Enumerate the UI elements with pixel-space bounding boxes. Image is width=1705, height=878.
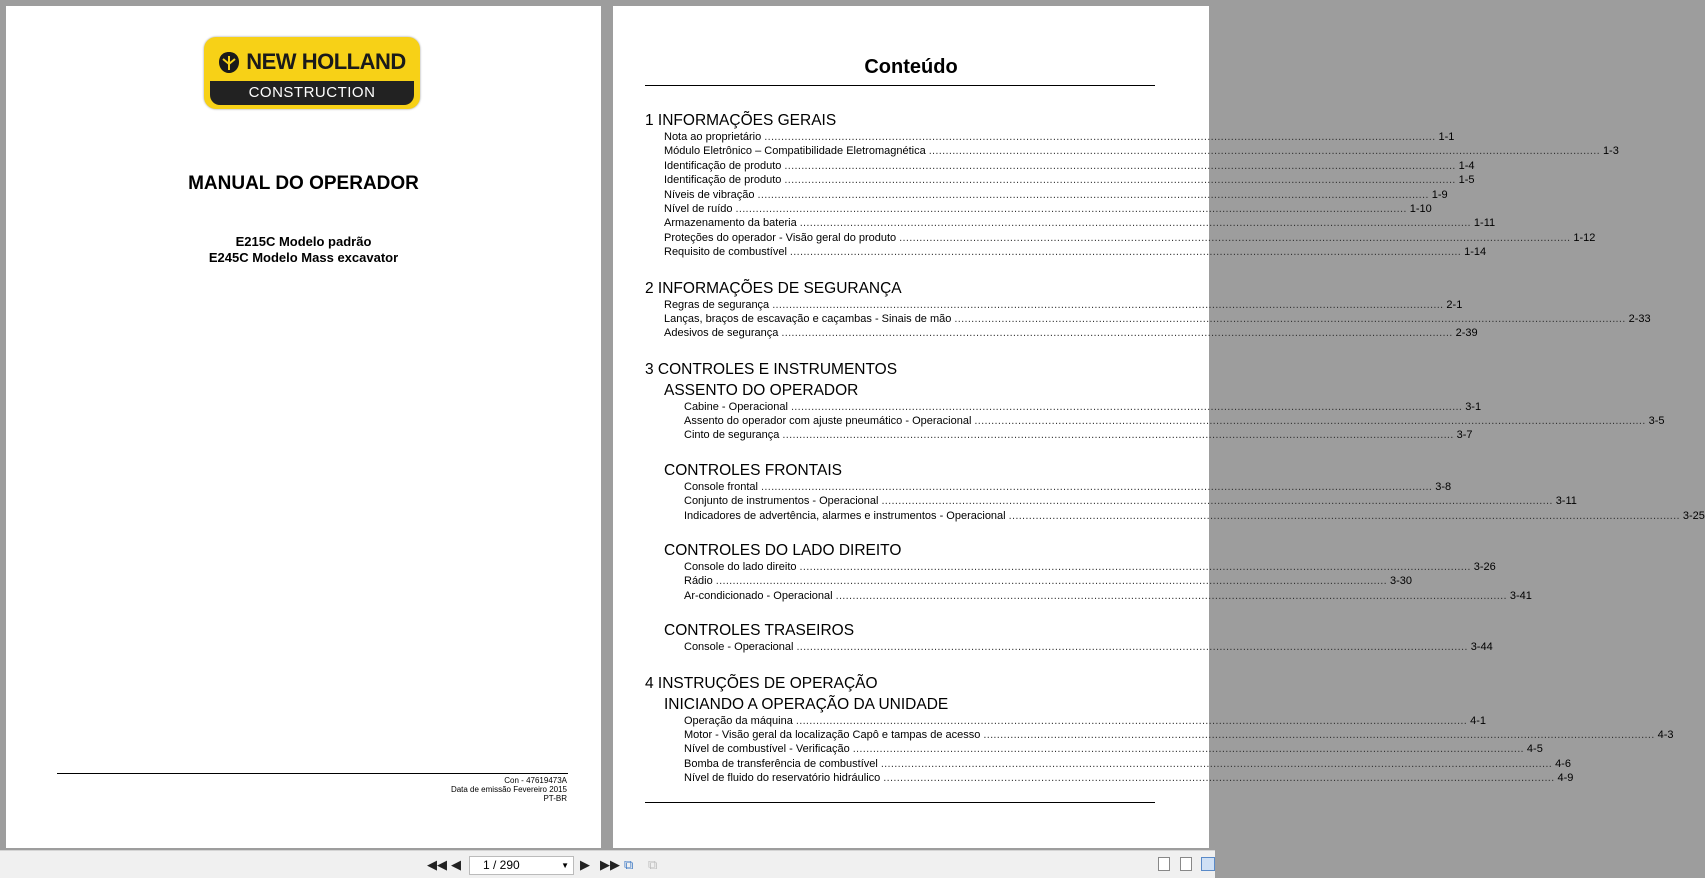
entry-page: 3-7 xyxy=(1456,429,1473,442)
dot-leader: ........................................................................................................................................................................................................ xyxy=(735,202,1407,215)
entry-label: Nota ao proprietário xyxy=(664,131,762,143)
entry-page: 3-30 xyxy=(1389,575,1413,588)
dot-leader: ........................................................................................................................................................................................................ xyxy=(795,714,1468,727)
toc-entry[interactable] xyxy=(684,757,1571,771)
subsection-title[interactable]: CONTROLES TRASEIROS xyxy=(664,622,855,640)
entry-label: Operação da máquina xyxy=(684,714,793,727)
insert-pages-icon[interactable]: ⧉ xyxy=(648,857,658,872)
entry-label: Conjunto de instrumentos - Operacional xyxy=(684,495,879,508)
dot-leader: ........................................................................................................................................................................................................ xyxy=(883,772,1555,785)
two-page-view-icon[interactable] xyxy=(1201,857,1215,871)
toc-entry[interactable] xyxy=(664,216,1496,230)
section-title[interactable]: 1 INFORMAÇÕES GERAIS xyxy=(645,112,837,129)
logo-text: NEW HOLLAND xyxy=(246,49,406,74)
toc-entry[interactable] xyxy=(684,509,1705,523)
first-page-icon[interactable]: ◀◀ xyxy=(427,857,447,872)
entry-label: Indicadores de advertência, alarmes e instrumentos - Operacional xyxy=(684,509,1006,522)
entry-page: 3-44 xyxy=(1470,641,1493,654)
dot-leader: ........................................................................................................................................................................................................ xyxy=(799,561,1471,574)
entry-label: Cabine - Operacional xyxy=(684,400,788,413)
entry-label: Rádio xyxy=(684,575,713,588)
entry-page: 4-1 xyxy=(1470,714,1486,727)
entry-label: Requisito de combustível xyxy=(664,246,787,259)
toc-section xyxy=(645,112,1619,260)
entry-page: 3-26 xyxy=(1473,561,1496,574)
entry-label: Console - Operacional xyxy=(684,641,794,654)
dot-leader: ........................................................................................................................................................................................................ xyxy=(835,589,1507,602)
dot-leader: ........................................................................................................................................................................................................ xyxy=(784,159,1456,172)
table-of-contents xyxy=(645,112,1705,786)
language: PT-BR xyxy=(543,794,567,803)
entry-page: 3-8 xyxy=(1435,480,1452,493)
entry-page: 1-4 xyxy=(1458,159,1475,172)
toc-entry[interactable] xyxy=(684,714,1486,728)
entry-label: Adesivos de segurança xyxy=(664,327,779,340)
entry-label: Identificação de produto xyxy=(664,159,782,172)
entry-label: Níveis de vibração xyxy=(664,188,755,201)
dot-leader: ........................................................................................................................................................................................................ xyxy=(790,400,1463,413)
subsection-title[interactable]: CONTROLES FRONTAIS xyxy=(664,461,842,479)
contents-page xyxy=(613,6,1705,848)
toc-entry[interactable] xyxy=(664,188,1448,202)
continuous-view-icon[interactable] xyxy=(1180,857,1192,871)
entry-page: 2-33 xyxy=(1628,312,1651,325)
manual-title: MANUAL DO OPERADOR xyxy=(188,173,419,194)
subsection-title[interactable]: CONTROLES DO LADO DIREITO xyxy=(664,542,902,560)
model-list xyxy=(6,234,601,266)
entry-label: Motor - Visão geral da localização Capô e tampas de acesso xyxy=(684,728,981,741)
leaf-icon xyxy=(218,50,240,74)
toc-entry[interactable] xyxy=(684,574,1413,588)
toc-entry[interactable] xyxy=(664,202,1432,216)
entry-label: Nível de combustível - Verificação xyxy=(684,743,850,756)
toc-section xyxy=(645,279,1651,341)
entry-page: 1-5 xyxy=(1458,174,1475,187)
toc-entry[interactable] xyxy=(664,159,1475,173)
entry-page: 1-1 xyxy=(1438,131,1455,143)
dot-leader: ........................................................................................................................................................................................................ xyxy=(757,188,1429,201)
toc-entry[interactable] xyxy=(664,245,1487,259)
toc-entry[interactable] xyxy=(664,173,1475,187)
entry-label: Bomba de transferência de combustível xyxy=(684,757,878,770)
page-indicator: 1 / 290 xyxy=(483,858,520,872)
entry-page: 3-11 xyxy=(1555,495,1577,508)
dot-leader: ........................................................................................................................................................................................................ xyxy=(974,415,1646,428)
toc-entry[interactable] xyxy=(684,400,1482,414)
top-divider xyxy=(645,85,1155,86)
cover-page xyxy=(6,6,601,848)
toc-entry[interactable] xyxy=(684,480,1452,494)
toc-entry[interactable] xyxy=(664,144,1619,158)
entry-list xyxy=(664,130,1619,260)
entry-label: Nível de fluido do reservatório hidráulico xyxy=(684,772,881,785)
toc-entry[interactable] xyxy=(664,130,1455,144)
contents-title: Conteúdo xyxy=(864,56,958,78)
entry-page: 4-5 xyxy=(1526,743,1543,756)
toc-entry[interactable] xyxy=(664,231,1596,245)
new-holland-logo xyxy=(204,37,420,109)
entry-page: 1-14 xyxy=(1464,246,1487,259)
entry-page: 4-3 xyxy=(1657,728,1674,741)
toc-entry[interactable] xyxy=(684,742,1543,756)
entry-label: Regras de segurança xyxy=(664,298,770,311)
toc-subsection xyxy=(664,695,1674,786)
entry-label: Nível de ruído xyxy=(664,202,733,215)
dot-leader: ........................................................................................................................................................................................................ xyxy=(764,131,1436,143)
entry-label: Armazenamento da bateria xyxy=(664,217,797,230)
previous-page-icon[interactable]: ◀ xyxy=(451,857,461,872)
toc-entry[interactable] xyxy=(664,312,1651,326)
entry-label: Cinto de segurança xyxy=(684,429,780,442)
dot-leader: ........................................................................................................................................................................................................ xyxy=(928,145,1600,158)
dot-leader: ........................................................................................................................................................................................................ xyxy=(782,429,1454,442)
entry-page: 1-3 xyxy=(1602,145,1619,158)
toc-subsection xyxy=(664,381,1665,443)
dot-leader: ........................................................................................................................................................................................................ xyxy=(852,743,1524,756)
dot-leader: ........................................................................................................................................................................................................ xyxy=(789,246,1462,259)
dot-leader: ........................................................................................................................................................................................................ xyxy=(881,495,1553,508)
toc-entry[interactable] xyxy=(664,326,1478,340)
entry-label: Ar-condicionado - Operacional xyxy=(684,589,833,602)
page-number-input[interactable] xyxy=(469,856,574,875)
entry-list xyxy=(664,298,1651,341)
subsection-title[interactable]: ASSENTO DO OPERADOR xyxy=(664,381,859,399)
dot-leader: ........................................................................................................................................................................................................ xyxy=(715,575,1387,588)
entry-label: Lanças, braços de escavação e caçambas - Sinais de mão xyxy=(664,312,952,325)
entry-page: 1-12 xyxy=(1573,231,1596,244)
toc-entry[interactable] xyxy=(684,771,1574,785)
entry-page: 3-1 xyxy=(1465,400,1482,413)
dot-leader: ........................................................................................................................................................................................................ xyxy=(784,174,1456,187)
dot-leader: ........................................................................................................................................................................................................ xyxy=(954,312,1626,325)
entry-label: Módulo Eletrônico – Compatibilidade Eletromagnética xyxy=(664,145,926,158)
entry-page: 3-25 xyxy=(1682,509,1705,522)
section-title[interactable]: 2 INFORMAÇÕES DE SEGURANÇA xyxy=(645,279,902,297)
issue-date: Data de emissão Fevereiro 2015 xyxy=(450,785,567,794)
dot-leader: ........................................................................................................................................................................................................ xyxy=(796,641,1468,654)
dot-leader: ........................................................................................................................................................................................................ xyxy=(799,217,1471,230)
dot-leader: ........................................................................................................................................................................................................ xyxy=(880,757,1553,770)
footer-divider xyxy=(57,773,568,774)
dot-leader: ........................................................................................................................................................................................................ xyxy=(983,728,1655,741)
dot-leader: ........................................................................................................................................................................................................ xyxy=(1008,509,1680,522)
toc-entry[interactable] xyxy=(684,560,1496,574)
entry-page: 4-9 xyxy=(1557,772,1574,785)
section-title[interactable]: 3 CONTROLES E INSTRUMENTOS xyxy=(645,360,898,378)
next-page-icon[interactable]: ▶ xyxy=(580,857,590,872)
toc-entry[interactable] xyxy=(684,728,1674,742)
model-2: E245C Modelo Mass excavator xyxy=(208,250,399,265)
toc-entry[interactable] xyxy=(684,589,1532,603)
model-1: E215C Modelo padrão xyxy=(235,234,372,249)
dot-leader: ........................................................................................................................................................................................................ xyxy=(772,298,1444,311)
entry-label: Console do lado direito xyxy=(684,561,797,574)
entry-list xyxy=(684,640,1493,654)
dot-leader: ........................................................................................................................................................................................................ xyxy=(899,231,1571,244)
subsection-title[interactable]: INICIANDO A OPERAÇÃO DA UNIDADE xyxy=(664,695,949,713)
entry-page: 2-1 xyxy=(1446,298,1463,311)
section-title[interactable]: 4 INSTRUÇÕES DE OPERAÇÃO xyxy=(645,674,878,692)
bottom-divider xyxy=(645,802,1155,803)
entry-label: Assento do operador com ajuste pneumático - Operacional xyxy=(684,415,972,428)
dot-leader: ........................................................................................................................................................................................................ xyxy=(781,327,1453,340)
toc-entry[interactable] xyxy=(684,494,1577,508)
document-number: Con - 47619473A xyxy=(504,776,567,785)
chevron-down-icon[interactable]: ▼ xyxy=(561,861,569,870)
entry-page: 1-11 xyxy=(1473,217,1496,230)
entry-list xyxy=(684,560,1532,603)
entry-page: 3-41 xyxy=(1509,589,1532,602)
entry-page: 2-39 xyxy=(1455,327,1478,340)
entry-list xyxy=(684,480,1705,523)
toc-section xyxy=(645,674,1674,786)
entry-page: 3-5 xyxy=(1648,415,1665,428)
pdf-toolbar xyxy=(0,850,1215,878)
toc-section xyxy=(645,360,1705,655)
single-page-view-icon[interactable] xyxy=(1158,857,1170,871)
toc-subsection xyxy=(664,461,1705,523)
entry-label: Identificação de produto xyxy=(664,174,782,187)
entry-list xyxy=(684,400,1665,443)
toc-subsection xyxy=(664,622,1493,654)
entry-page: 1-9 xyxy=(1431,188,1448,201)
entry-label: Console frontal xyxy=(684,480,758,493)
toc-subsection xyxy=(664,542,1532,603)
toc-entry[interactable] xyxy=(664,298,1463,312)
dot-leader: ........................................................................................................................................................................................................ xyxy=(761,480,1433,493)
toc-entry[interactable] xyxy=(684,640,1493,654)
cover-footer xyxy=(451,776,567,803)
entry-label: Proteções do operador - Visão geral do produto xyxy=(664,231,897,244)
toc-entry[interactable] xyxy=(684,428,1473,442)
last-page-icon[interactable]: ▶▶ xyxy=(600,857,620,872)
extract-pages-icon[interactable]: ⧉ xyxy=(624,857,634,872)
logo-subtext: CONSTRUCTION xyxy=(210,81,414,105)
entry-page: 1-10 xyxy=(1409,202,1432,215)
entry-page: 4-6 xyxy=(1555,757,1571,770)
toc-entry[interactable] xyxy=(684,414,1665,428)
entry-list xyxy=(684,714,1674,786)
